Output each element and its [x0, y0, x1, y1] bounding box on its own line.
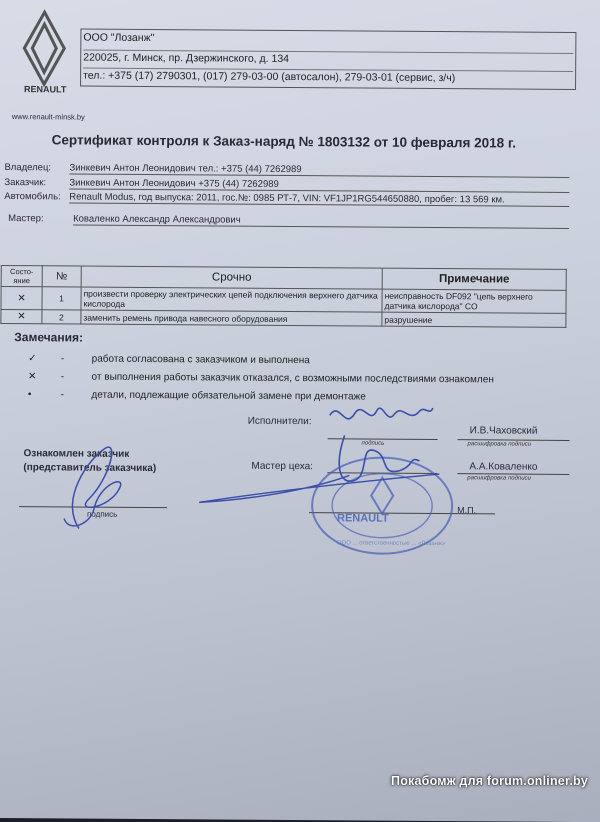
work-table — [0, 265, 566, 328]
car-value: Renault Modus, год выпуска: 2011, гос.№: 0985 РТ-7, VIN: VF1JP1RG544650880, пробег: 13 569 км. — [69, 191, 569, 206]
remark-dash: - — [60, 371, 65, 383]
company-phones: тел.: +375 (17) 2790301, (017) 279-03-00 (автосалон), 279-03-01 (сервис, з/ч) — [83, 68, 573, 85]
row-state: ✕ — [1, 309, 42, 323]
header-urgent: Срочно — [81, 266, 382, 289]
stamp-ring-text: ООО ... ответственностью ... «Лозанж» — [336, 540, 446, 548]
company-address: 220025, г. Минск, пр. Дзержинского, д. 134 — [83, 50, 573, 67]
document-title: Сертификат контроля к Заказ-наряд № 1803132 от 10 февраля 2018 г. — [51, 132, 517, 151]
cross-icon: ✕ — [27, 371, 37, 383]
shop-master-name: А.А.Коваленко — [469, 461, 538, 473]
header-state: Состо-яние — [1, 265, 42, 286]
master-value: Коваленко Александр Александрович — [73, 213, 569, 228]
remark-text: детали, подлежащие обязательной замене при демонтаже — [91, 389, 366, 403]
remark-dash: - — [60, 389, 65, 401]
watermark-text: Покабомж для forum.onliner.by — [391, 774, 588, 788]
executor-name-caption: расшифровка подписи — [467, 441, 532, 448]
company-box — [80, 29, 576, 90]
stamp-brand: RENAULT — [336, 512, 389, 525]
remark-dash: - — [60, 353, 65, 365]
header-note: Примечание — [382, 268, 566, 290]
bullet-icon: • — [27, 389, 32, 401]
customer-signature-icon — [49, 438, 140, 539]
remark-item — [28, 353, 310, 366]
remark-text: от выполнения работы заказчик отказался, с возможными последствиями ознакомлен — [91, 371, 494, 386]
shop-master-signature-icon — [189, 424, 450, 516]
header-num: № — [42, 266, 81, 287]
row-num: 2 — [42, 310, 81, 324]
row-state: ✕ — [1, 286, 42, 309]
check-icon: ✓ — [28, 353, 37, 365]
executor-name: И.В.Чаховский — [469, 425, 538, 437]
shop-master-label: Мастер цеха: — [251, 460, 313, 473]
customer-ack-line2: (представитель заказчика) — [23, 462, 157, 475]
remark-text: работа согласована с заказчиком и выполнена — [91, 353, 310, 367]
master-label: Мастер: — [8, 213, 44, 225]
company-name: ООО "Лозанж" — [83, 31, 155, 45]
table-row — [1, 309, 566, 327]
row-num: 1 — [42, 287, 81, 310]
executors-label: Исполнители: — [247, 415, 312, 428]
owner-label: Владелец: — [4, 162, 52, 174]
brand-text: RENAULT — [23, 84, 67, 95]
renault-logo-icon — [14, 8, 75, 88]
remark-item — [28, 389, 366, 402]
owner-value: Зинкевич Антон Леонидович тел.: +375 (44) 7262989 — [69, 162, 569, 177]
remarks-title: Замечания: — [14, 330, 84, 345]
car-label: Автомобиль: — [4, 191, 61, 203]
customer-sign-caption: подпись — [87, 509, 118, 519]
mp-label: М.П. — [457, 505, 477, 516]
website-text: www.renault-minsk.by — [11, 112, 85, 122]
customer-ack-line1: Ознакомлен заказчик — [23, 448, 130, 460]
customer-label: Заказчик: — [4, 177, 47, 189]
row-note: разрушение — [382, 312, 566, 327]
row-work: заменить ремень привода навесного оборудования — [81, 310, 382, 326]
shop-master-name-caption: расшифровка подписи — [467, 475, 531, 482]
row-work: произвести проверку электрических цепей подключения верхнего датчика кислорода — [81, 287, 382, 312]
row-note: неисправность DF092 "цепь верхнего датчика кислорода" CO — [382, 289, 566, 313]
remark-item — [28, 371, 494, 385]
customer-value: Зинкевич Антон Леонидович +375 (44) 7262989 — [69, 177, 569, 192]
executor-sign-caption: подпись — [361, 440, 385, 447]
